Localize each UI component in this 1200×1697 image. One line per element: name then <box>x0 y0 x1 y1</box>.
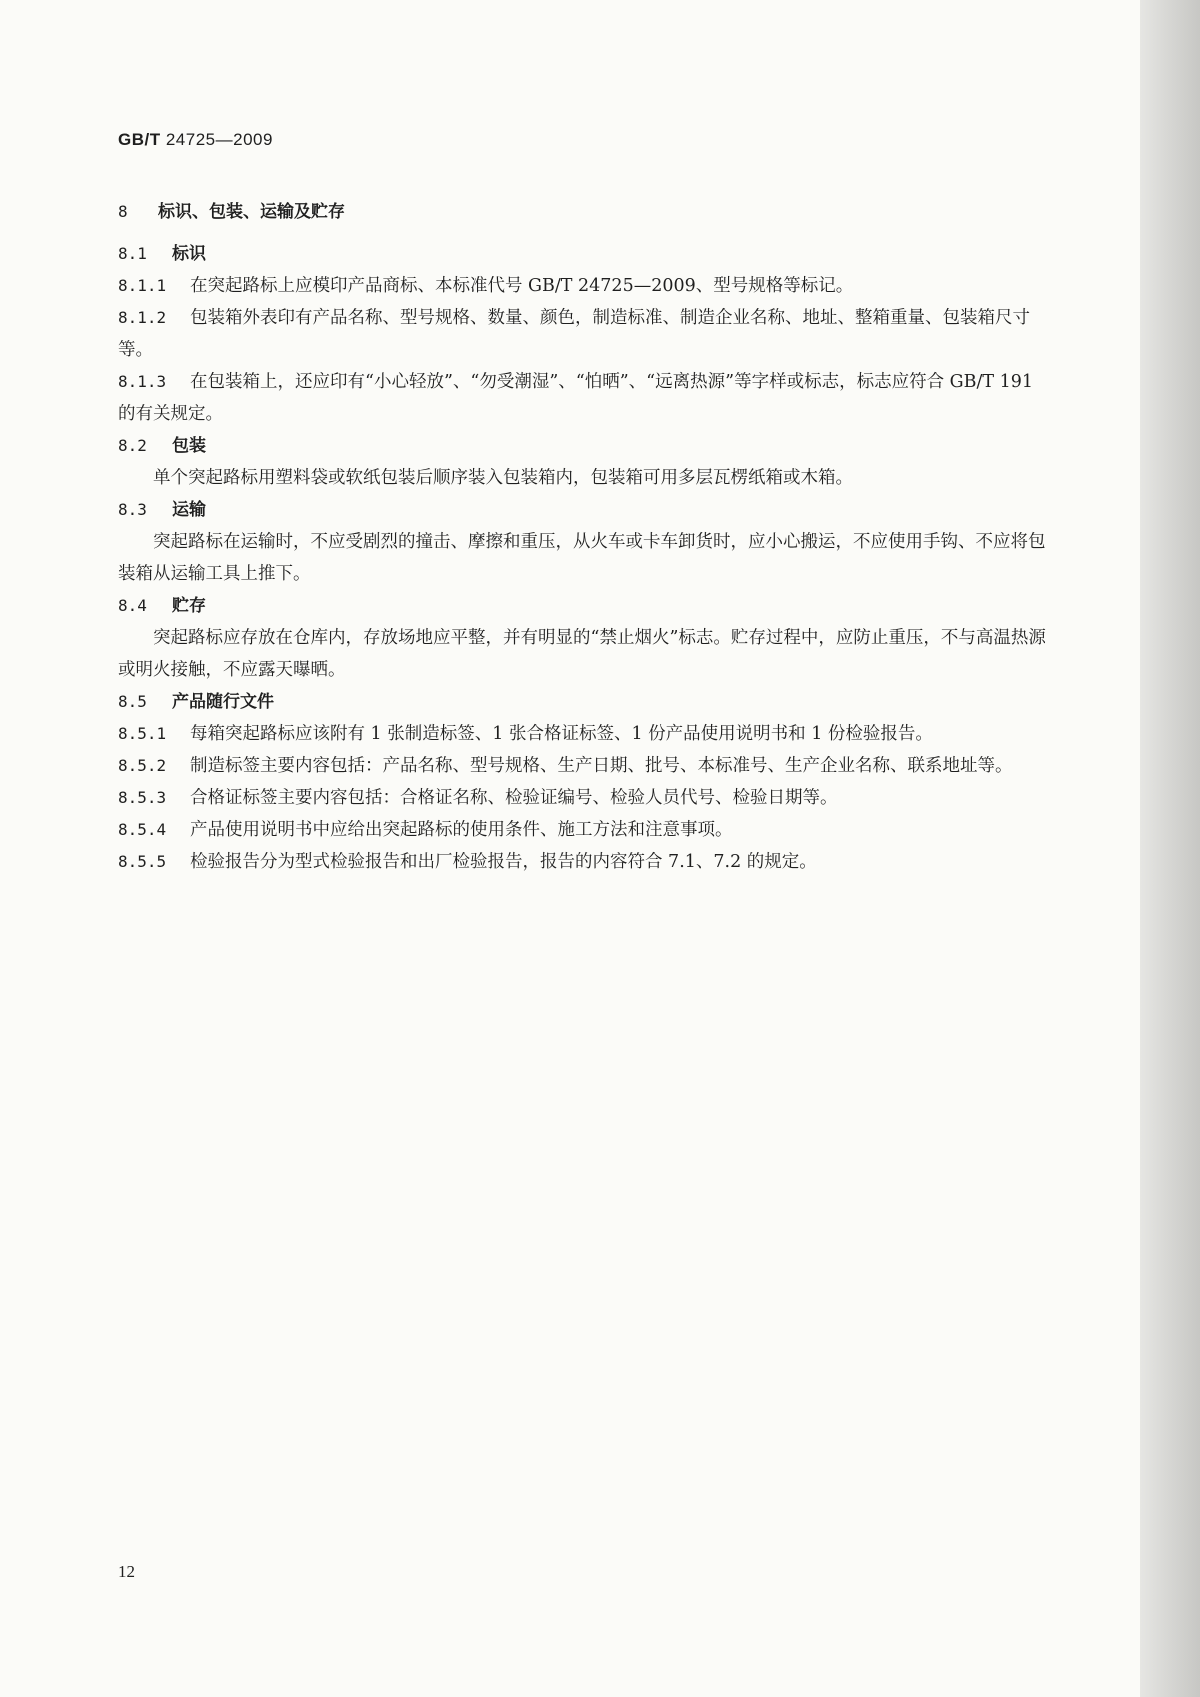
section-title: 产品随行文件 <box>172 692 274 712</box>
section-title: 运输 <box>172 500 206 520</box>
section-title: 包装 <box>172 436 206 456</box>
clause-text: 每箱突起路标应该附有 1 张制造标签、1 张合格证标签、1 份产品使用说明书和 1 份检验报告。 <box>190 724 933 744</box>
section-8-heading <box>118 196 1048 228</box>
scan-edge-shadow <box>1140 0 1200 1697</box>
clause-number: 8.5.4 <box>118 820 167 839</box>
section-title: 标识 <box>172 244 206 264</box>
section-8-4-body: 突起路标应存放在仓库内，存放场地应平整，并有明显的“禁止烟火”标志。贮存过程中，应防止重压，不与高温热源或明火接触，不应露天曝晒。 <box>118 628 1046 680</box>
section-8-2-body: 单个突起路标用塑料袋或软纸包装后顺序装入包装箱内，包装箱可用多层瓦楞纸箱或木箱。 <box>153 468 853 488</box>
clause-text: 制造标签主要内容包括：产品名称、型号规格、生产日期、批号、本标准号、生产企业名称、联系地址等。 <box>190 756 1013 776</box>
clause-number: 8.5.3 <box>118 788 167 807</box>
section-8-3-heading <box>118 494 1048 526</box>
clause-text: 产品使用说明书中应给出突起路标的使用条件、施工方法和注意事项。 <box>190 820 733 840</box>
section-8-2-heading <box>118 430 1048 462</box>
clause-number: 8.1.2 <box>118 308 167 327</box>
standard-header <box>118 130 273 150</box>
section-title: 标识、包装、运输及贮存 <box>158 202 345 222</box>
clause-text: 在突起路标上应模印产品商标、本标准代号 GB/T 24725—2009、型号规格等标记。 <box>190 276 854 296</box>
clause-text: 合格证标签主要内容包括：合格证名称、检验证编号、检验人员代号、检验日期等。 <box>190 788 838 808</box>
clause-number: 8.1.3 <box>118 372 167 391</box>
clause-8-5-2 <box>118 750 1048 782</box>
clause-8-1-1 <box>118 270 1048 302</box>
clause-8-5-5 <box>118 846 1048 878</box>
clause-number: 8.5.1 <box>118 724 167 743</box>
clause-8-5-4 <box>118 814 1048 846</box>
clause-8-5-1 <box>118 718 1048 750</box>
clause-number: 8.1.1 <box>118 276 167 295</box>
section-number: 8.3 <box>118 500 147 519</box>
clause-8-5-3 <box>118 782 1048 814</box>
standard-prefix: GB/T <box>118 130 161 149</box>
clause-text: 在包装箱上，还应印有“小心轻放”、“勿受潮湿”、“怕晒”、“远离热源”等字样或标志，标志应符合 GB/T 191 的有关规定。 <box>118 372 1034 424</box>
section-title: 贮存 <box>172 596 206 616</box>
clause-number: 8.5.5 <box>118 852 167 871</box>
section-number: 8 <box>118 202 128 221</box>
clause-8-1-2 <box>118 302 1048 366</box>
section-number: 8.5 <box>118 692 147 711</box>
clause-8-1-3 <box>118 366 1048 430</box>
section-number: 8.2 <box>118 436 147 455</box>
section-number: 8.4 <box>118 596 147 615</box>
section-8-3-body: 突起路标在运输时，不应受剧烈的撞击、摩擦和重压，从火车或卡车卸货时，应小心搬运，不应使用手钩、不应将包装箱从运输工具上推下。 <box>118 532 1046 584</box>
section-8-4-heading <box>118 590 1048 622</box>
standard-number: 24725—2009 <box>165 130 273 149</box>
section-8-1-heading <box>118 238 1048 270</box>
clause-number: 8.5.2 <box>118 756 167 775</box>
page-number: 12 <box>118 1562 135 1581</box>
section-number: 8.1 <box>118 244 147 263</box>
clause-text: 检验报告分为型式检验报告和出厂检验报告，报告的内容符合 7.1、7.2 的规定。 <box>190 852 817 872</box>
clause-text: 包装箱外表印有产品名称、型号规格、数量、颜色，制造标准、制造企业名称、地址、整箱重量、包装箱尺寸等。 <box>118 308 1030 360</box>
section-8-5-heading <box>118 686 1048 718</box>
document-body <box>118 196 1048 878</box>
